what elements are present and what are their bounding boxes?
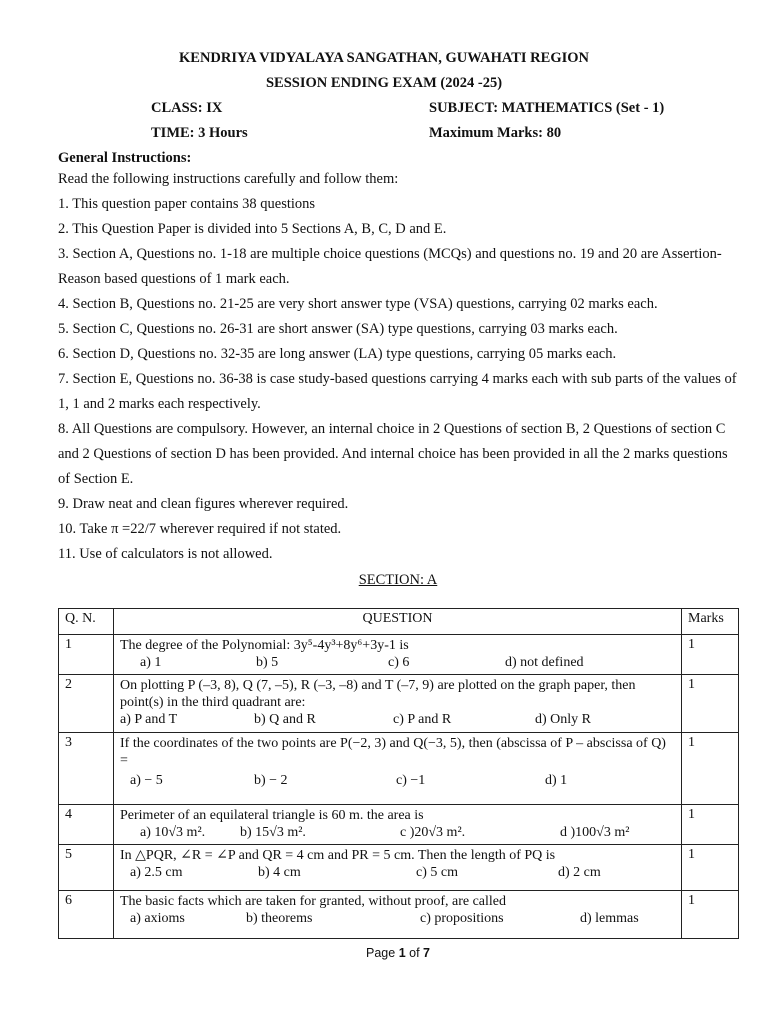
question-cell — [114, 675, 682, 733]
instruction-item: 1. This question paper contains 38 questions — [58, 196, 316, 212]
option-d: d )100√3 m² — [560, 825, 630, 840]
question-text: Perimeter of an equilateral triangle is 60 m. the area is — [120, 808, 424, 823]
question-number: 6 — [59, 891, 114, 939]
question-number: 5 — [59, 845, 114, 891]
instructions-list — [58, 167, 738, 567]
question-marks: 1 — [682, 675, 739, 733]
option-b: b) 15√3 m². — [240, 825, 306, 840]
table-row — [59, 635, 739, 675]
footer-current-page: 1 — [398, 946, 406, 960]
section-heading: SECTION: A — [358, 572, 438, 588]
question-marks: 1 — [682, 845, 739, 891]
questions-table — [58, 608, 739, 939]
option-a: a) 10√3 m². — [140, 825, 206, 840]
option-d: d) 2 cm — [558, 865, 601, 880]
instruction-item: 4. Section B, Questions no. 21-25 are very short answer type (VSA) questions, carrying 02 marks each. — [58, 296, 658, 312]
option-c: c) 6 — [388, 655, 410, 670]
question-text: On plotting P (–3, 8), Q (7, –5), R (–3, –8) and T (–7, 9) are plotted on the graph paper, then point(s) in the third quadrant are: — [120, 678, 636, 710]
question-number: 4 — [59, 805, 114, 845]
instruction-item: 5. Section C, Questions no. 26-31 are short answer (SA) type questions, carrying 03 marks each. — [58, 321, 618, 337]
options-row — [120, 864, 675, 882]
exam-title: SESSION ENDING EXAM (2024 -25) — [265, 75, 503, 91]
option-a: a) − 5 — [130, 773, 163, 788]
footer-total-pages: 7 — [423, 946, 430, 960]
options-row — [120, 654, 675, 672]
option-b: b) − 2 — [254, 773, 288, 788]
footer-middle: of — [405, 946, 424, 960]
instruction-item: 11. Use of calculators is not allowed. — [58, 546, 273, 562]
options-row — [120, 711, 675, 729]
organization-title: KENDRIYA VIDYALAYA SANGATHAN, GUWAHATI REGION — [179, 50, 589, 66]
question-cell — [114, 733, 682, 805]
option-b: b) 4 cm — [258, 865, 301, 880]
table-row — [59, 845, 739, 891]
question-cell — [114, 845, 682, 891]
option-a: a) P and T — [120, 712, 178, 727]
question-marks: 1 — [682, 733, 739, 805]
option-b: b) 5 — [256, 655, 279, 670]
option-c: c )20√3 m². — [400, 825, 466, 840]
instruction-item: 2. This Question Paper is divided into 5 Sections A, B, C, D and E. — [58, 221, 447, 237]
options-row — [120, 772, 675, 790]
option-a: a) 1 — [140, 655, 162, 670]
options-row — [120, 910, 675, 928]
instruction-item: 6. Section D, Questions no. 32-35 are long answer (LA) type questions, carrying 05 marks each. — [58, 346, 617, 362]
option-d: d) Only R — [535, 712, 591, 727]
question-number: 2 — [59, 675, 114, 733]
question-marks: 1 — [682, 891, 739, 939]
table-row — [59, 733, 739, 805]
instruction-item: 10. Take π =22/7 wherever required if not stated. — [58, 521, 342, 537]
table-row — [59, 805, 739, 845]
option-a: a) axioms — [130, 911, 185, 926]
class-label: CLASS: IX — [151, 100, 223, 116]
option-d: d) not defined — [505, 655, 584, 670]
question-number: 3 — [59, 733, 114, 805]
option-b: b) Q and R — [254, 712, 316, 727]
instruction-item: 8. All Questions are compulsory. However, an internal choice in 2 Questions of section B, 2 Questions of section C and 2 Questions of section D has been provided. And internal choice has been provided in all the 2 marks questions of Section E. — [58, 421, 728, 487]
option-d: d) 1 — [545, 773, 568, 788]
instructions-intro: Read the following instructions carefully and follow them: — [58, 171, 399, 187]
page-footer — [0, 946, 768, 960]
header-question: QUESTION — [114, 609, 682, 635]
option-a: a) 2.5 cm — [130, 865, 183, 880]
table-row — [59, 891, 739, 939]
instruction-item: 9. Draw neat and clean figures wherever required. — [58, 496, 349, 512]
option-b: b) theorems — [246, 911, 313, 926]
options-row — [120, 824, 675, 842]
option-c: c) P and R — [393, 712, 452, 727]
question-cell — [114, 891, 682, 939]
time-label: TIME: 3 Hours — [151, 125, 248, 141]
table-header-row — [59, 609, 739, 635]
footer-prefix: Page — [366, 946, 399, 960]
option-c: c) propositions — [420, 911, 504, 926]
option-c: c) −1 — [396, 773, 426, 788]
subject-label: SUBJECT: MATHEMATICS (Set - 1) — [429, 100, 665, 116]
max-marks-label: Maximum Marks: 80 — [429, 125, 562, 141]
header-qn: Q. N. — [59, 609, 114, 635]
question-cell — [114, 635, 682, 675]
question-marks: 1 — [682, 805, 739, 845]
question-text: In △PQR, ∠R = ∠P and QR = 4 cm and PR = 5 cm. Then the length of PQ is — [120, 848, 556, 863]
question-cell — [114, 805, 682, 845]
table-row — [59, 675, 739, 733]
question-text: The degree of the Polynomial: 3y⁵-4y³+8y⁶+3y-1 is — [120, 638, 409, 653]
option-d: d) lemmas — [580, 911, 639, 926]
question-text: The basic facts which are taken for granted, without proof, are called — [120, 894, 506, 909]
question-marks: 1 — [682, 635, 739, 675]
instruction-item: 3. Section A, Questions no. 1-18 are multiple choice questions (MCQs) and questions no. 19 and 20 are Assertion- Reason based questions of 1 mark each. — [58, 246, 722, 287]
question-text: If the coordinates of the two points are P(−2, 3) and Q(−3, 5), then (abscissa of P – abscissa of Q) = — [120, 736, 666, 768]
instruction-item: 7. Section E, Questions no. 36-38 is case study-based questions carrying 4 marks each with sub parts of the values of 1, 1 and 2 marks each respectively. — [58, 371, 737, 412]
option-c: c) 5 cm — [416, 865, 458, 880]
instructions-title: General Instructions: — [58, 150, 192, 166]
header-marks: Marks — [682, 609, 739, 635]
question-number: 1 — [59, 635, 114, 675]
